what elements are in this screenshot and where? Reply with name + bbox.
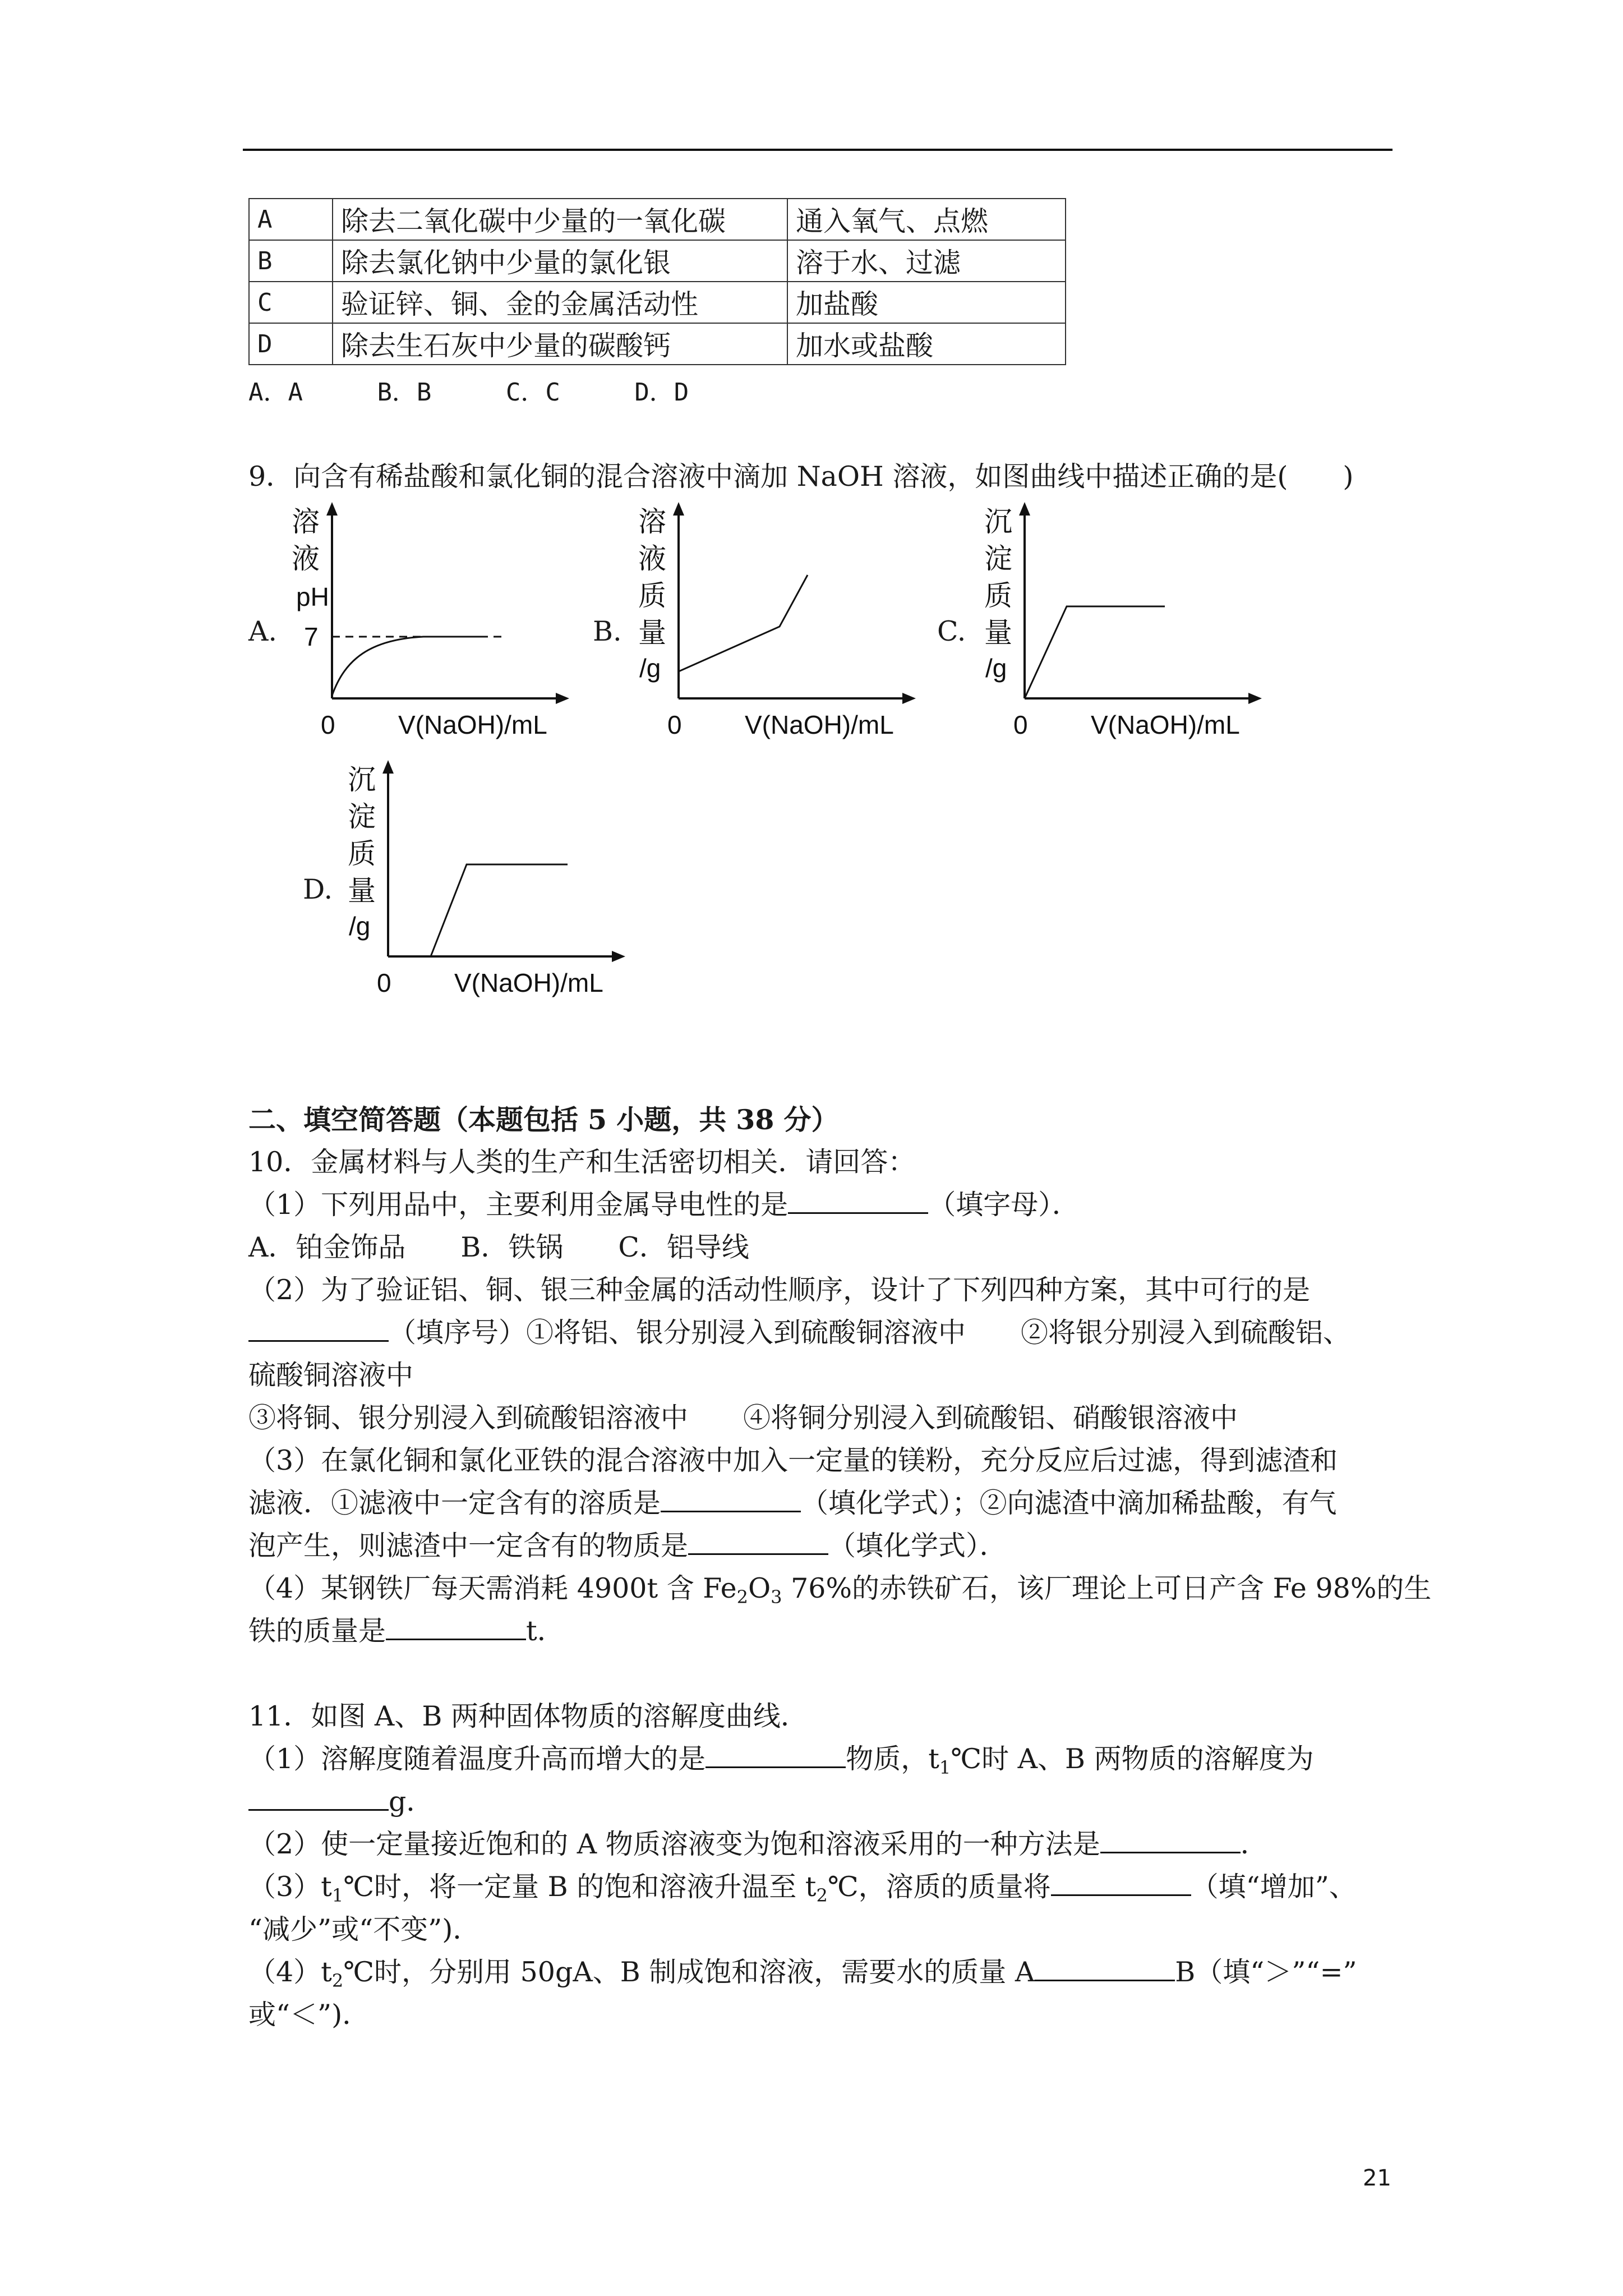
y-label-char: 量 <box>638 616 666 649</box>
row-letter: A <box>249 199 333 240</box>
x-label: V(NaOH)/mL <box>454 968 603 997</box>
x-arrow <box>556 693 569 704</box>
subscript: 3 <box>771 1586 782 1608</box>
y-label-char: 淀 <box>348 800 376 833</box>
q11-part2 <box>248 1823 1268 1866</box>
text: 泡产生，则滤渣中一定含有的物质是 <box>248 1530 689 1562</box>
text: 铁的质量是 <box>248 1615 386 1647</box>
text: （填序号）①将铝、银分别浸入到硫酸铜溶液中 ②将银分别浸入到硫酸铝、 <box>389 1317 1351 1349</box>
x-arrow <box>902 693 916 704</box>
text: （填“增加”、 <box>1191 1871 1357 1903</box>
choice-c: C．C <box>505 378 560 407</box>
header-rule <box>243 149 1393 151</box>
text: （2）使一定量接近饱和的 A 物质溶液变为饱和溶液采用的一种方法是 <box>248 1828 1100 1860</box>
answer-blank[interactable] <box>248 1314 389 1342</box>
q9-stem: 9．向含有稀盐酸和氯化铜的混合溶液中滴加 NaOH 溶液，如图曲线中描述正确的是( ) <box>248 461 1354 493</box>
q10-part1 <box>248 1184 1080 1226</box>
y-unit: /g <box>639 654 661 683</box>
row-purpose: 除去二氧化碳中少量的一氧化碳 <box>333 199 787 240</box>
subscript: 1 <box>331 1885 344 1906</box>
y-label-ph: pH <box>296 582 329 611</box>
row-letter: D <box>249 323 333 365</box>
row-method: 溶于水、过滤 <box>787 240 1066 282</box>
text: （4）某钢铁厂每天需消耗 4900t 含 Fe <box>248 1572 737 1604</box>
y-label-char: 质 <box>638 579 666 612</box>
row-method: 加盐酸 <box>787 282 1066 323</box>
x-arrow <box>1248 693 1262 704</box>
row-letter: B <box>249 240 333 282</box>
y-label-char: 溶 <box>638 505 666 538</box>
q11-stem: 11．如图 A、B 两种固体物质的溶解度曲线． <box>248 1700 808 1732</box>
answer-blank[interactable] <box>1035 1954 1175 1981</box>
q11-part1-line2 <box>248 1780 434 1823</box>
table-row <box>249 282 1066 323</box>
options-table <box>248 198 1066 365</box>
x-label: V(NaOH)/mL <box>745 710 894 739</box>
q11-part3-line2: “减少”或“不变”)． <box>248 1913 481 1945</box>
y-label-char: 液 <box>292 542 320 575</box>
choice-a: A．A <box>248 378 303 407</box>
text: ℃，溶质的质量将 <box>827 1871 1051 1903</box>
text: （3）t <box>248 1871 332 1903</box>
y-label-char: 液 <box>638 542 666 575</box>
origin: 0 <box>321 710 335 739</box>
text: 滤液．①滤液中一定含有的溶质是 <box>248 1487 661 1519</box>
curve <box>431 864 568 956</box>
page-number: 21 <box>1363 2165 1391 2191</box>
origin: 0 <box>377 968 391 997</box>
text: ℃时 A、B 两物质的溶解度为 <box>951 1743 1314 1775</box>
ref-value-7: 7 <box>304 622 319 651</box>
graph-d <box>348 760 639 1007</box>
answer-blank[interactable] <box>688 1527 828 1555</box>
y-arrow <box>326 502 338 516</box>
graph-a-option: A. <box>248 615 277 647</box>
text: （1）溶解度随着温度升高而增大的是 <box>248 1743 706 1775</box>
q10-part3-line2 <box>248 1482 1337 1525</box>
y-arrow <box>382 760 394 774</box>
choice-b: B．B <box>377 378 432 407</box>
graph-d-option: D. <box>303 873 333 905</box>
q10-stem: 10．金属材料与人类的生产和生活密切相关．请回答： <box>248 1146 916 1178</box>
x-label: V(NaOH)/mL <box>398 710 547 739</box>
x-label: V(NaOH)/mL <box>1091 710 1240 739</box>
subscript: 1 <box>939 1757 951 1778</box>
curve <box>679 575 808 671</box>
row-method: 通入氧气、点燃 <box>787 199 1066 240</box>
row-purpose: 除去氯化钠中少量的氯化银 <box>333 240 787 282</box>
y-label-char: 沉 <box>984 505 1012 538</box>
q11-part4-line2: 或“＜”)． <box>248 1999 370 2031</box>
text: 76%的赤铁矿石，该厂理论上可日产含 Fe 98%的生 <box>782 1572 1432 1604</box>
y-label-char: 质 <box>348 838 376 870</box>
q10-part4-line2 <box>248 1610 565 1653</box>
q10-part2: （2）为了验证铝、铜、银三种金属的活动性顺序，设计了下列四种方案，其中可行的是 <box>248 1274 1311 1306</box>
graph-b <box>638 502 930 749</box>
text: ． <box>1240 1828 1268 1860</box>
text: g． <box>389 1786 434 1818</box>
answer-blank[interactable] <box>1100 1826 1241 1853</box>
curve <box>332 637 485 696</box>
answer-blank[interactable] <box>248 1783 389 1811</box>
y-label-char: 溶 <box>292 505 320 538</box>
text: O <box>748 1572 771 1604</box>
answer-blank[interactable] <box>1051 1869 1191 1896</box>
graph-c-option: C. <box>937 615 966 647</box>
y-label-char: 沉 <box>348 763 376 796</box>
text: ℃时，分别用 50gA、B 制成饱和溶液，需要水的质量 A <box>343 1956 1035 1988</box>
y-arrow <box>673 502 684 516</box>
row-letter: C <box>249 282 333 323</box>
answer-choices <box>248 371 689 414</box>
curve <box>1025 606 1165 698</box>
table-row <box>249 199 1066 240</box>
subscript: 2 <box>816 1885 828 1906</box>
table-row <box>249 323 1066 365</box>
text: 物质，t <box>846 1743 939 1775</box>
answer-blank[interactable] <box>788 1186 928 1214</box>
y-arrow <box>1019 502 1030 516</box>
row-method: 加水或盐酸 <box>787 323 1066 365</box>
x-arrow <box>612 951 625 962</box>
origin: 0 <box>667 710 682 739</box>
answer-blank[interactable] <box>706 1741 846 1768</box>
q11-part4 <box>248 1951 1357 2002</box>
section-heading: 二、填空简答题（本题包括 5 小题，共 38 分） <box>248 1103 839 1136</box>
q10-part3: （3）在氯化铜和氯化亚铁的混合溶液中加入一定量的镁粉，充分反应后过滤，得到滤渣和 <box>248 1444 1338 1476</box>
text: （填字母）． <box>928 1189 1080 1221</box>
q10-part2-line2 <box>248 1312 1350 1354</box>
y-unit: /g <box>985 654 1007 683</box>
graph-a <box>292 502 583 749</box>
subscript: 2 <box>331 1970 344 1991</box>
text: （4）t <box>248 1956 332 1988</box>
answer-blank[interactable] <box>661 1485 801 1512</box>
y-label-char: 量 <box>348 875 376 907</box>
origin: 0 <box>1013 710 1028 739</box>
y-unit: /g <box>349 912 371 941</box>
row-purpose: 除去生石灰中少量的碳酸钙 <box>333 323 787 365</box>
table-row <box>249 240 1066 282</box>
q10-part3-line3 <box>248 1525 1007 1567</box>
text: B（填“＞”“=” <box>1175 1956 1357 1988</box>
text: （填化学式）；②向滤渣中滴加稀盐酸，有气 <box>801 1487 1337 1519</box>
text: ℃时，将一定量 B 的饱和溶液升温至 t <box>343 1871 817 1903</box>
q10-part2-line4: ③将铜、银分别浸入到硫酸铝溶液中 ④将铜分别浸入到硫酸铝、硝酸银溶液中 <box>248 1402 1238 1434</box>
text: （1）下列用品中，主要利用金属导电性的是 <box>248 1189 789 1221</box>
y-label-char: 量 <box>984 616 1012 649</box>
q10-part1-options: A．铂金饰品 B．铁锅 C．铝导线 <box>248 1231 749 1263</box>
text: t． <box>526 1615 565 1647</box>
text: （填化学式）． <box>828 1530 1007 1562</box>
y-label-char: 淀 <box>984 542 1012 575</box>
row-purpose: 验证锌、铜、金的金属活动性 <box>333 282 787 323</box>
q10-part2-line3: 硫酸铜溶液中 <box>248 1359 414 1391</box>
graph-b-option: B. <box>593 615 622 647</box>
graph-c <box>984 502 1276 749</box>
choice-d: D．D <box>634 378 689 407</box>
subscript: 2 <box>736 1586 748 1608</box>
answer-blank[interactable] <box>386 1613 526 1640</box>
y-label-char: 质 <box>984 579 1012 612</box>
